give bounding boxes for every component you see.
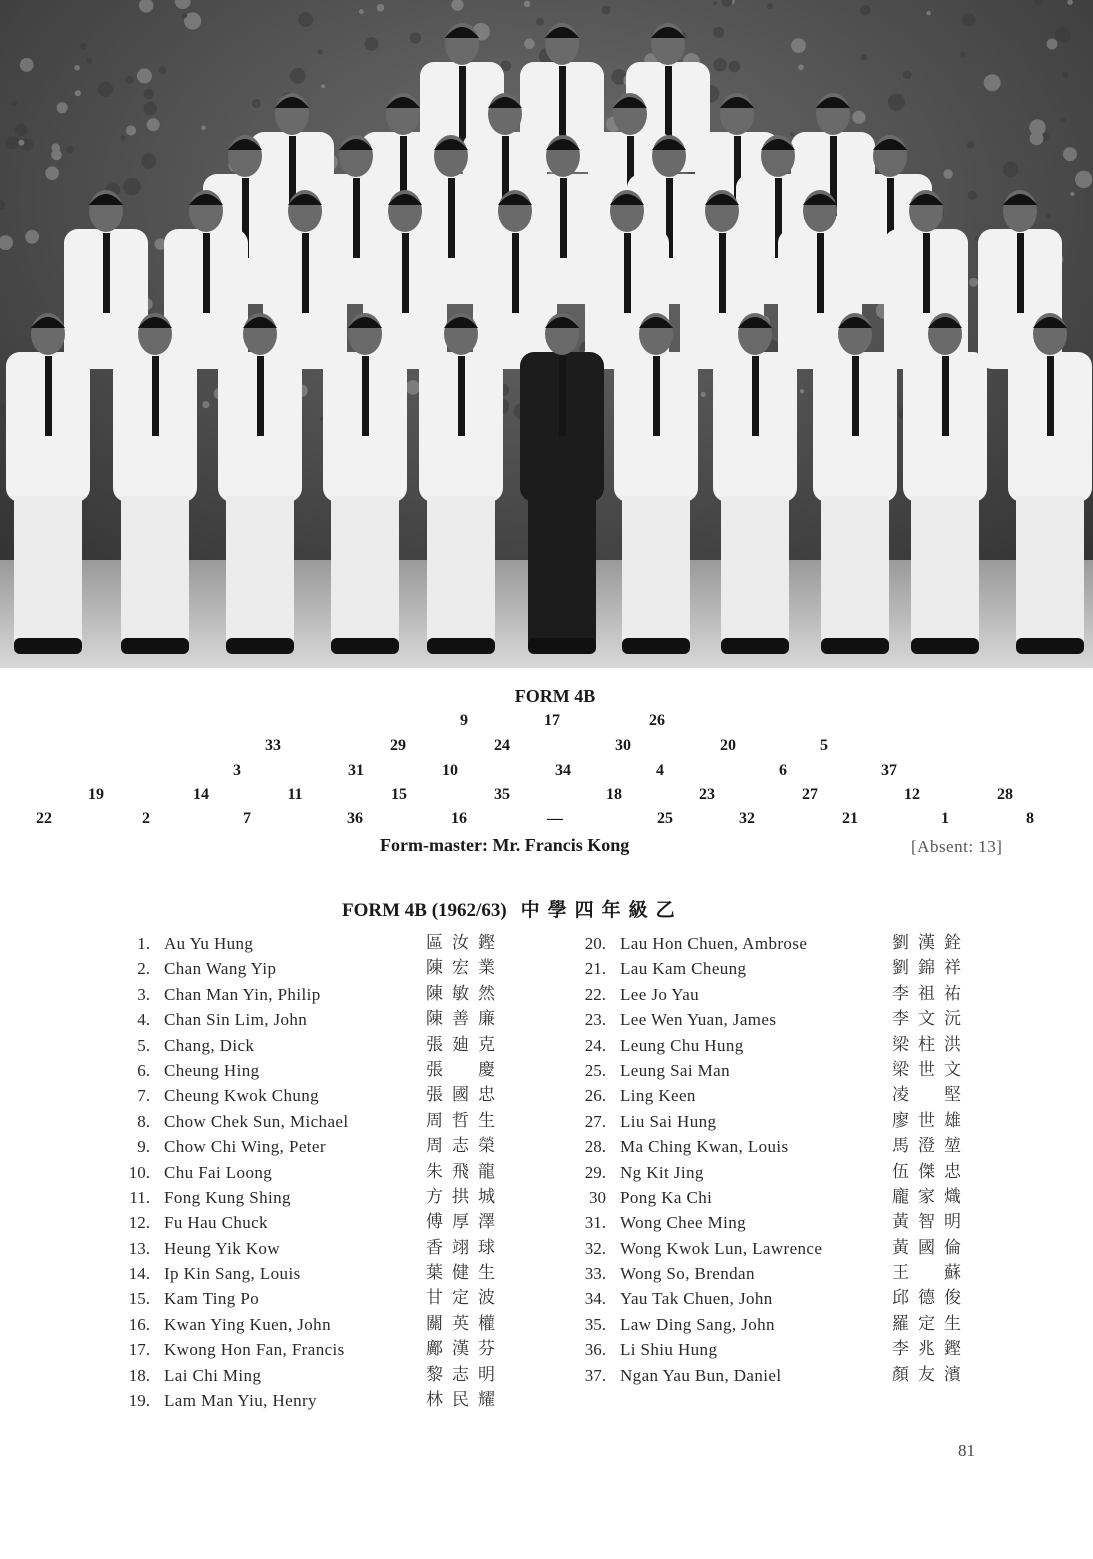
student-row bbox=[580, 1261, 1000, 1286]
student-name-chinese: 李祖祐 bbox=[892, 983, 970, 1004]
student-figure bbox=[903, 313, 987, 654]
student-number: 15. bbox=[128, 1289, 150, 1309]
student-row bbox=[124, 1160, 544, 1185]
student-number: 21. bbox=[584, 959, 606, 979]
student-figure bbox=[113, 313, 197, 654]
student-row bbox=[124, 1236, 544, 1261]
student-row bbox=[124, 1286, 544, 1311]
student-number: 10. bbox=[128, 1162, 150, 1182]
student-number: 34. bbox=[584, 1289, 606, 1309]
student-name-chinese: 李兆鏗 bbox=[892, 1339, 970, 1360]
position-number: — bbox=[547, 810, 563, 827]
student-row bbox=[124, 1388, 544, 1413]
student-name: Lau Kam Cheung bbox=[620, 959, 747, 979]
student-name: Lee Jo Yau bbox=[620, 984, 700, 1004]
student-row bbox=[580, 1312, 1000, 1337]
list-title-zh: 中學四年級乙 bbox=[520, 899, 683, 921]
student-row bbox=[124, 1083, 544, 1108]
student-name-chinese: 陳善廉 bbox=[426, 1009, 504, 1030]
student-number: 5. bbox=[137, 1035, 150, 1055]
student-name: Fu Hau Chuck bbox=[164, 1213, 268, 1233]
position-number: 3 bbox=[233, 762, 241, 779]
student-row bbox=[580, 1134, 1000, 1159]
student-row bbox=[124, 956, 544, 981]
student-row bbox=[580, 1007, 1000, 1032]
student-name-chinese: 廖世雄 bbox=[892, 1110, 970, 1131]
student-number: 31. bbox=[584, 1213, 606, 1233]
student-name-chinese: 顏友濱 bbox=[892, 1364, 970, 1385]
student-row bbox=[124, 1134, 544, 1159]
student-name-chinese: 朱飛龍 bbox=[426, 1161, 504, 1182]
position-number: 11 bbox=[287, 786, 303, 803]
student-number: 25. bbox=[584, 1060, 606, 1080]
student-number: 24. bbox=[584, 1035, 606, 1055]
student-name-chinese: 李文沅 bbox=[892, 1009, 970, 1030]
absent-note: [Absent: 13] bbox=[911, 837, 1003, 856]
student-row bbox=[580, 1083, 1000, 1108]
student-name-chinese: 張廸克 bbox=[426, 1034, 504, 1055]
student-name: Lai Chi Ming bbox=[164, 1365, 262, 1385]
student-name: Ngan Yau Bun, Daniel bbox=[620, 1365, 782, 1385]
student-name: Leung Chu Hung bbox=[620, 1035, 744, 1055]
student-name: Chan Wang Yip bbox=[164, 959, 277, 979]
position-number: 8 bbox=[1026, 810, 1034, 827]
student-number: 13. bbox=[128, 1238, 150, 1258]
student-row bbox=[580, 1337, 1000, 1362]
student-row bbox=[124, 1337, 544, 1362]
student-name-chinese: 區汝鏗 bbox=[426, 933, 504, 953]
student-name-chinese: 梁世文 bbox=[892, 1059, 970, 1080]
student-row bbox=[580, 1363, 1000, 1388]
position-number: 4 bbox=[656, 762, 664, 779]
student-name-chinese: 甘定波 bbox=[426, 1288, 504, 1309]
position-number: 35 bbox=[494, 786, 510, 803]
student-row bbox=[580, 1236, 1000, 1261]
student-name: Kwan Ying Kuen, John bbox=[164, 1314, 331, 1334]
student-row bbox=[124, 931, 544, 956]
student-name-chinese: 邱德俊 bbox=[892, 1288, 970, 1309]
position-number: 17 bbox=[544, 712, 560, 729]
student-name: Chan Sin Lim, John bbox=[164, 1010, 308, 1030]
student-number: 30 bbox=[589, 1187, 606, 1207]
student-name-chinese: 關英權 bbox=[426, 1313, 504, 1334]
position-number: 18 bbox=[606, 786, 622, 803]
student-number: 12. bbox=[128, 1213, 150, 1233]
student-name: Cheung Kwok Chung bbox=[164, 1086, 320, 1106]
student-name-chinese: 凌 堅 bbox=[892, 1085, 970, 1106]
student-name: Law Ding Sang, John bbox=[620, 1314, 775, 1334]
student-number: 20. bbox=[584, 934, 606, 953]
student-row bbox=[580, 931, 1000, 956]
student-number: 7. bbox=[137, 1086, 150, 1106]
student-row bbox=[580, 1210, 1000, 1235]
position-number: 29 bbox=[390, 737, 406, 754]
student-row bbox=[124, 982, 544, 1007]
position-number: 36 bbox=[347, 810, 363, 827]
student-name-chinese: 鄺漢芬 bbox=[426, 1339, 504, 1360]
student-number: 11. bbox=[129, 1187, 150, 1207]
student-name: Chan Man Yin, Philip bbox=[164, 984, 321, 1004]
page-number: 81 bbox=[958, 1441, 975, 1460]
form-master: Form-master: Mr. Francis Kong bbox=[380, 835, 630, 855]
position-number: 14 bbox=[193, 786, 209, 803]
position-number: 34 bbox=[555, 762, 571, 779]
student-name: Li Shiu Hung bbox=[620, 1340, 718, 1360]
student-name-chinese: 劉漢銓 bbox=[892, 933, 970, 953]
student-name-chinese: 張國忠 bbox=[426, 1085, 504, 1106]
student-row bbox=[580, 1033, 1000, 1058]
student-number: 27. bbox=[584, 1111, 606, 1131]
student-name: Ling Keen bbox=[620, 1086, 696, 1106]
student-row bbox=[580, 956, 1000, 981]
student-figure bbox=[6, 313, 90, 654]
student-number: 8. bbox=[137, 1111, 150, 1131]
student-name: Yau Tak Chuen, John bbox=[620, 1289, 773, 1309]
student-name: Ma Ching Kwan, Louis bbox=[620, 1137, 789, 1157]
position-number: 22 bbox=[36, 810, 52, 827]
position-number: 5 bbox=[820, 737, 828, 754]
student-row bbox=[124, 1261, 544, 1286]
position-number: 20 bbox=[720, 737, 736, 754]
student-name: Wong Chee Ming bbox=[620, 1213, 747, 1233]
student-number: 23. bbox=[584, 1010, 606, 1030]
student-row bbox=[580, 1058, 1000, 1083]
position-number: 37 bbox=[881, 762, 897, 779]
student-name-chinese: 馬澄堃 bbox=[892, 1136, 970, 1157]
position-number: 24 bbox=[494, 737, 510, 754]
student-number: 16. bbox=[128, 1314, 150, 1334]
position-number: 7 bbox=[243, 810, 251, 827]
student-name-chinese: 方拱城 bbox=[426, 1186, 504, 1207]
student-name: Wong Kwok Lun, Lawrence bbox=[620, 1238, 823, 1258]
position-number: 1 bbox=[941, 810, 949, 827]
student-row bbox=[580, 1286, 1000, 1311]
student-figure bbox=[1008, 313, 1092, 654]
position-number: 15 bbox=[391, 786, 407, 803]
student-number: 22. bbox=[584, 984, 606, 1004]
student-name: Ng Kit Jing bbox=[620, 1162, 704, 1182]
form-title: FORM 4B bbox=[514, 686, 596, 706]
student-number: 14. bbox=[128, 1264, 150, 1284]
position-number: 16 bbox=[451, 810, 467, 827]
student-row bbox=[580, 1185, 1000, 1210]
position-number: 2 bbox=[142, 810, 150, 827]
position-number: 9 bbox=[460, 712, 468, 729]
position-number: 30 bbox=[615, 737, 631, 754]
position-number: 12 bbox=[904, 786, 920, 803]
student-figure bbox=[614, 313, 698, 654]
student-figure bbox=[419, 313, 503, 654]
student-name-chinese: 黃智明 bbox=[892, 1212, 970, 1233]
student-name: Chu Fai Loong bbox=[164, 1162, 273, 1182]
student-number: 1. bbox=[137, 934, 150, 953]
student-name: Chow Chek Sun, Michael bbox=[164, 1111, 349, 1131]
student-list-right bbox=[580, 931, 1000, 1388]
student-name: Ip Kin Sang, Louis bbox=[164, 1264, 301, 1284]
student-figure bbox=[218, 313, 302, 654]
student-name: Lee Wen Yuan, James bbox=[620, 1010, 777, 1030]
position-number: 32 bbox=[739, 810, 755, 827]
student-number: 28. bbox=[584, 1137, 606, 1157]
student-number: 29. bbox=[584, 1162, 606, 1182]
student-name-chinese: 劉錦祥 bbox=[892, 958, 970, 979]
student-name: Lam Man Yiu, Henry bbox=[164, 1391, 317, 1411]
student-name-chinese: 伍傑忠 bbox=[892, 1161, 970, 1182]
position-number: 25 bbox=[657, 810, 673, 827]
student-row bbox=[124, 1210, 544, 1235]
student-name-chinese: 張 慶 bbox=[426, 1059, 504, 1080]
position-number: 10 bbox=[442, 762, 458, 779]
position-number: 19 bbox=[88, 786, 104, 803]
student-name: Liu Sai Hung bbox=[620, 1111, 717, 1131]
position-number: 23 bbox=[699, 786, 715, 803]
student-row bbox=[124, 1033, 544, 1058]
class-photo bbox=[0, 0, 1093, 668]
student-row bbox=[124, 1058, 544, 1083]
student-row bbox=[124, 1185, 544, 1210]
position-number: 6 bbox=[779, 762, 787, 779]
student-name: Lau Hon Chuen, Ambrose bbox=[620, 934, 808, 953]
student-row bbox=[580, 1160, 1000, 1185]
student-name-chinese: 黃國倫 bbox=[892, 1237, 970, 1258]
position-number: 27 bbox=[802, 786, 818, 803]
student-number: 32. bbox=[584, 1238, 606, 1258]
list-title-en: FORM 4B (1962/63) bbox=[342, 900, 507, 921]
student-number: 18. bbox=[128, 1365, 150, 1385]
student-name: Cheung Hing bbox=[164, 1060, 260, 1080]
student-name: Leung Sai Man bbox=[620, 1060, 731, 1080]
student-name-chinese: 王 蘇 bbox=[892, 1263, 970, 1284]
student-name: Fong Kung Shing bbox=[164, 1187, 291, 1207]
student-number: 9. bbox=[137, 1137, 150, 1157]
student-row bbox=[580, 982, 1000, 1007]
student-name: Chow Chi Wing, Peter bbox=[164, 1137, 326, 1157]
student-row bbox=[124, 1109, 544, 1134]
student-number: 2. bbox=[137, 959, 150, 979]
student-name-chinese: 黎志明 bbox=[426, 1364, 504, 1385]
student-name-chinese: 林民耀 bbox=[426, 1390, 504, 1411]
student-name-chinese: 龐家熾 bbox=[892, 1186, 970, 1207]
position-number: 31 bbox=[348, 762, 364, 779]
student-figure bbox=[520, 313, 604, 654]
student-number: 33. bbox=[584, 1264, 606, 1284]
position-number: 26 bbox=[649, 712, 665, 729]
student-number: 35. bbox=[584, 1314, 606, 1334]
student-name: Kam Ting Po bbox=[164, 1289, 260, 1309]
student-name: Chang, Dick bbox=[164, 1035, 255, 1055]
student-number: 3. bbox=[137, 984, 150, 1004]
student-name-chinese: 陳宏業 bbox=[426, 958, 504, 979]
student-name-chinese: 傅厚澤 bbox=[426, 1212, 504, 1233]
student-name-chinese: 周哲生 bbox=[426, 1110, 504, 1131]
student-number: 26. bbox=[584, 1086, 606, 1106]
student-name-chinese: 梁柱洪 bbox=[892, 1034, 970, 1055]
list-title bbox=[342, 895, 683, 922]
student-name: Kwong Hon Fan, Francis bbox=[164, 1340, 345, 1360]
student-list-left bbox=[124, 931, 544, 1413]
position-number: 28 bbox=[997, 786, 1013, 803]
student-row bbox=[124, 1007, 544, 1032]
student-name-chinese: 羅定生 bbox=[892, 1313, 970, 1334]
student-name: Wong So, Brendan bbox=[620, 1264, 755, 1284]
student-figure bbox=[813, 313, 897, 654]
student-number: 6. bbox=[137, 1060, 150, 1080]
student-name-chinese: 香翊球 bbox=[426, 1237, 504, 1258]
student-name-chinese: 周志榮 bbox=[426, 1136, 504, 1157]
student-name: Pong Ka Chi bbox=[620, 1187, 713, 1207]
student-row bbox=[124, 1363, 544, 1388]
student-name: Heung Yik Kow bbox=[164, 1238, 281, 1258]
student-figure bbox=[323, 313, 407, 654]
student-number: 17. bbox=[128, 1340, 150, 1360]
student-number: 36. bbox=[584, 1340, 606, 1360]
position-number: 21 bbox=[842, 810, 858, 827]
student-name-chinese: 陳敏然 bbox=[426, 983, 504, 1004]
student-name: Au Yu Hung bbox=[164, 934, 254, 953]
student-row bbox=[580, 1109, 1000, 1134]
student-number: 19. bbox=[128, 1391, 150, 1411]
position-number: 33 bbox=[265, 737, 281, 754]
student-row bbox=[124, 1312, 544, 1337]
student-number: 37. bbox=[584, 1365, 606, 1385]
student-figure bbox=[713, 313, 797, 654]
student-number: 4. bbox=[137, 1010, 150, 1030]
student-name-chinese: 葉健生 bbox=[426, 1263, 504, 1284]
